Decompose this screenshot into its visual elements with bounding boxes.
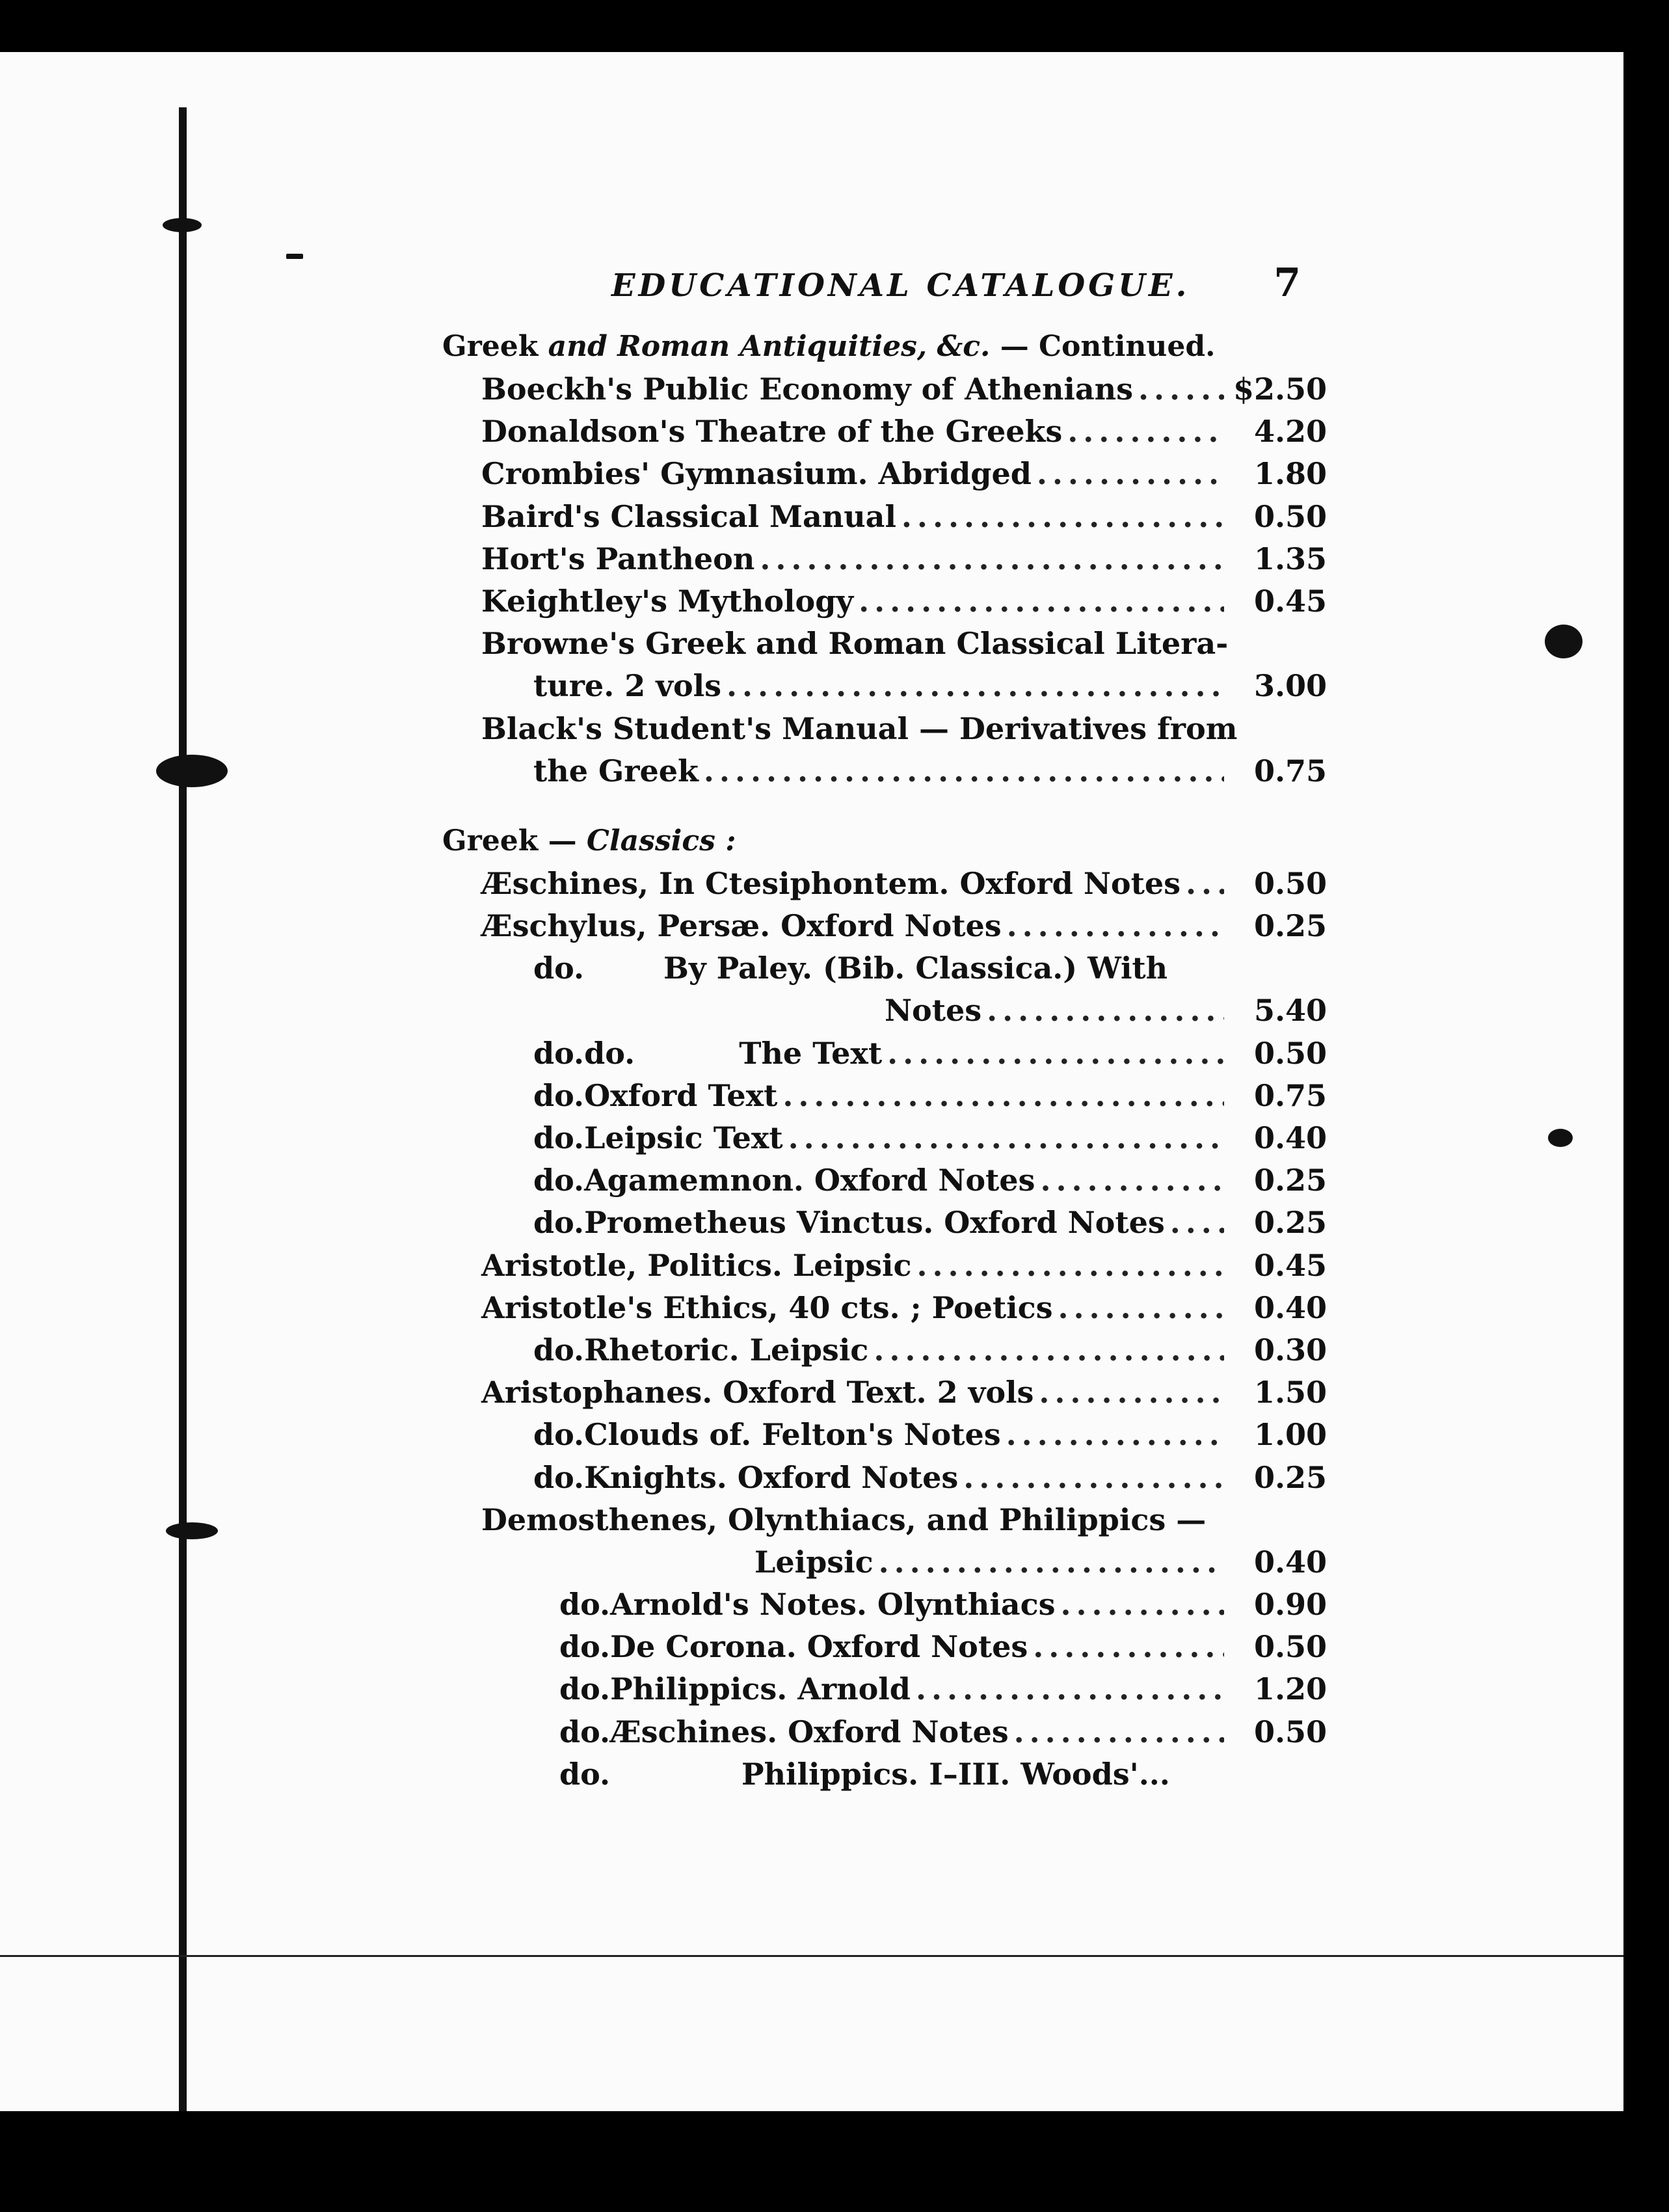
book-price: 0.45 [1253, 583, 1327, 619]
dot-leader [782, 1075, 1224, 1117]
dot-leader [1138, 368, 1224, 411]
list-item [442, 1711, 1327, 1753]
list-item [442, 1202, 1327, 1244]
dot-leader [1007, 905, 1224, 947]
dot-leader [1170, 1202, 1224, 1244]
book-title: Æschylus, Persæ. Oxford Notes [481, 908, 1002, 944]
list-item [442, 863, 1327, 905]
book-title: Rhetoric. Leipsic [584, 1332, 869, 1368]
book-title: Philippics. I–III. Woods'... [741, 1756, 1170, 1792]
ditto-mark: do. [533, 1163, 585, 1198]
book-price: 0.40 [1253, 1289, 1327, 1325]
list-item [442, 1541, 1327, 1584]
book-price: 0.40 [1253, 1120, 1327, 1155]
dot-leader [1006, 1414, 1224, 1456]
bottom-rule [0, 1955, 1626, 1957]
dot-leader [704, 750, 1224, 792]
dot-leader [987, 990, 1224, 1032]
dot-leader [874, 1329, 1224, 1371]
book-title: Browne's Greek and Roman Classical Litera- [481, 626, 1229, 662]
list-item [442, 1753, 1327, 1796]
book-price: 0.50 [1253, 1629, 1327, 1665]
list-item [442, 750, 1327, 792]
list-item [442, 1584, 1327, 1626]
list-item [442, 368, 1327, 411]
catalogue-page [0, 46, 1626, 2111]
dot-leader [788, 1117, 1224, 1159]
book-title: Prometheus Vinctus. Oxford Notes [584, 1205, 1165, 1241]
book-price: 1.50 [1253, 1375, 1327, 1410]
list-item [442, 1668, 1327, 1710]
ditto-mark: do. [559, 1629, 611, 1665]
page-header [611, 260, 1301, 306]
list-item [442, 1245, 1327, 1287]
book-price: 0.30 [1253, 1332, 1327, 1368]
book-title: Black's Student's Manual — Derivatives from [481, 710, 1238, 746]
list-item [442, 1287, 1327, 1329]
ditto-mark: do. [533, 1077, 585, 1113]
book-title-continuation: Notes [885, 993, 982, 1029]
ditto-mark: do. [559, 1714, 611, 1749]
page-number: 7 [1274, 260, 1301, 306]
book-title: Knights. Oxford Notes [584, 1459, 959, 1495]
ditto-mark: do. [559, 1587, 611, 1623]
list-item [442, 623, 1327, 665]
section-gap [442, 792, 1327, 820]
book-price: 1.80 [1253, 456, 1327, 492]
dot-leader [887, 1032, 1224, 1075]
section-heading-italic: Classics : [586, 824, 736, 857]
section-heading-continued: — Continued. [1000, 330, 1216, 363]
section-heading [442, 820, 1327, 863]
list-item [442, 1075, 1327, 1117]
book-title: Philippics. Arnold [610, 1671, 911, 1707]
ink-blot [163, 218, 202, 232]
list-item [442, 1499, 1327, 1541]
book-title: Baird's Classical Manual [481, 498, 896, 534]
ditto-mark: do. [559, 1671, 611, 1707]
list-item [442, 580, 1327, 623]
ditto-mark: do. [533, 1205, 585, 1241]
book-price: 1.20 [1253, 1671, 1327, 1707]
list-item [442, 411, 1327, 453]
book-price: 4.20 [1253, 414, 1327, 450]
catalogue-title: EDUCATIONAL CATALOGUE. [611, 267, 1190, 304]
book-title: Oxford Text [584, 1077, 778, 1113]
dot-leader [859, 580, 1224, 623]
ink-spot [1545, 625, 1582, 658]
list-item [442, 538, 1327, 580]
book-price: 0.75 [1253, 1077, 1327, 1113]
list-item [442, 1329, 1327, 1371]
book-price: 0.25 [1253, 908, 1327, 944]
ditto-mark: do. [559, 1756, 611, 1792]
book-title: Æschines, In Ctesiphontem. Oxford Notes [481, 865, 1181, 901]
list-item [442, 665, 1327, 707]
dot-leader [1067, 411, 1224, 453]
ink-spot [1548, 1129, 1573, 1147]
list-item [442, 453, 1327, 495]
book-title-continuation: Leipsic [754, 1544, 874, 1580]
dot-leader [963, 1457, 1224, 1499]
dot-leader [901, 496, 1224, 538]
dot-leader [1033, 1626, 1224, 1668]
section-heading-italic: and Roman Antiquities, &c. [548, 330, 991, 363]
book-price: 0.25 [1253, 1163, 1327, 1198]
book-price: 1.35 [1253, 541, 1327, 576]
ditto-mark: do. [533, 1417, 585, 1453]
book-price: 0.25 [1253, 1459, 1327, 1495]
book-price: 0.50 [1253, 865, 1327, 901]
dot-leader [1040, 1159, 1224, 1202]
dot-leader [1014, 1711, 1224, 1753]
list-item [442, 947, 1327, 990]
dot-leader [917, 1245, 1224, 1287]
book-price: 3.00 [1253, 668, 1327, 704]
book-price: 0.40 [1253, 1544, 1327, 1580]
book-title: By Paley. (Bib. Classica.) With [663, 951, 1168, 986]
book-price: 0.25 [1253, 1205, 1327, 1241]
book-price: 0.50 [1253, 1714, 1327, 1749]
dot-leader [727, 665, 1224, 707]
book-title: Æschines. Oxford Notes [610, 1714, 1009, 1749]
dot-leader [760, 538, 1224, 580]
book-title: Aristophanes. Oxford Text. 2 vols [481, 1375, 1034, 1410]
book-price: 1.00 [1253, 1417, 1327, 1453]
list-item [442, 1626, 1327, 1668]
book-title: De Corona. Oxford Notes [610, 1629, 1028, 1665]
section-heading-bold: Greek [442, 330, 539, 363]
section-heading-dash: — [548, 824, 577, 857]
book-price: 0.50 [1253, 498, 1327, 534]
book-title: Donaldson's Theatre of the Greeks [481, 414, 1063, 450]
book-title-continuation: ture. 2 vols [533, 668, 722, 704]
book-title: Aristotle's Ethics, 40 cts. ; Poetics [481, 1289, 1053, 1325]
ditto-mark: do. [533, 1035, 585, 1071]
dot-leader [879, 1541, 1224, 1584]
dot-leader [1039, 1371, 1224, 1414]
ink-blot [166, 1522, 218, 1539]
book-price: $2.50 [1233, 371, 1327, 407]
book-price: 0.45 [1253, 1247, 1327, 1283]
list-item [442, 708, 1327, 750]
dot-leader [916, 1668, 1224, 1710]
list-item [442, 1117, 1327, 1159]
book-price: 0.75 [1253, 753, 1327, 789]
catalogue-list [442, 325, 1327, 1796]
list-item [442, 1371, 1327, 1414]
book-title: Aristotle, Politics. Leipsic [481, 1247, 912, 1283]
list-item [442, 1032, 1327, 1075]
list-item [442, 990, 1327, 1032]
ditto-mark: do. [533, 1332, 585, 1368]
book-title: Clouds of. Felton's Notes [584, 1417, 1001, 1453]
scan-border-right [1623, 0, 1669, 2212]
book-title: Arnold's Notes. Olynthiacs [610, 1587, 1056, 1623]
book-title: Boeckh's Public Economy of Athenians [481, 371, 1134, 407]
book-title: Demosthenes, Olynthiacs, and Philippics — [481, 1502, 1207, 1537]
binding-edge [179, 107, 187, 2111]
book-title: Crombies' Gymnasium. Abridged [481, 456, 1032, 492]
list-item [442, 1414, 1327, 1456]
list-item [442, 905, 1327, 947]
ditto-mark: do. [533, 951, 585, 986]
dot-leader [1058, 1287, 1224, 1329]
book-title: do. The Text [584, 1035, 883, 1071]
dot-leader [1186, 863, 1224, 905]
book-title-continuation: the Greek [533, 753, 699, 789]
book-title: Leipsic Text [584, 1120, 783, 1155]
section-heading [442, 325, 1327, 368]
scan-border-top [0, 0, 1669, 52]
book-title: Keightley's Mythology [481, 583, 854, 619]
dot-leader [1061, 1584, 1224, 1626]
list-item [442, 1457, 1327, 1499]
ink-spot [286, 254, 303, 259]
book-price: 0.50 [1253, 1035, 1327, 1071]
dot-leader [1037, 453, 1224, 495]
ink-blot [156, 755, 228, 787]
list-item [442, 496, 1327, 538]
section-heading-bold: Greek [442, 824, 539, 857]
book-title: Agamemnon. Oxford Notes [584, 1163, 1035, 1198]
ditto-mark: do. [533, 1459, 585, 1495]
book-price: 5.40 [1253, 993, 1327, 1029]
book-price: 0.90 [1253, 1587, 1327, 1623]
ditto-mark: do. [533, 1120, 585, 1155]
list-item [442, 1159, 1327, 1202]
book-title: Hort's Pantheon [481, 541, 755, 576]
scan-border-bottom [0, 2114, 1669, 2212]
